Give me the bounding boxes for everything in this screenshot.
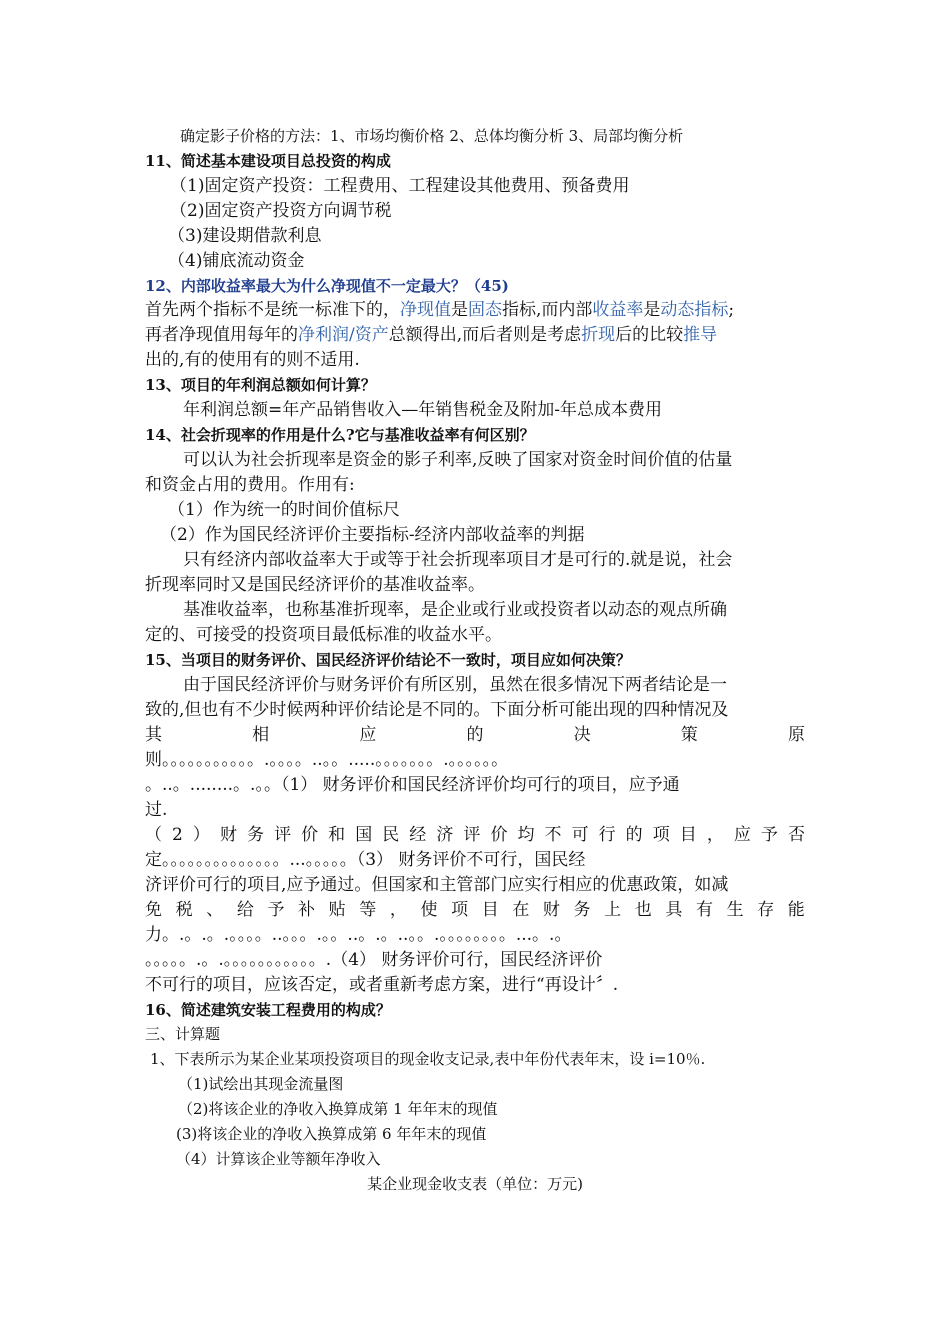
justified-char: 国 — [355, 825, 373, 845]
answer-15-line-5: 。..。........。.。。（1） 财务评价和国民经济评价均可行的项目，应予通 — [145, 775, 680, 795]
justified-char: 价 — [301, 825, 319, 845]
section-3-heading: 三、计算题 — [145, 1025, 221, 1043]
answer-15-line-1: 由于国民经济评价与财务评价有所区别，虽然在很多情况下两者结论是一 — [183, 675, 727, 695]
shadow-price-methods: 确定影子价格的方法：1、市场均衡价格 2、总体均衡分析 3、局部均衡分析 — [180, 127, 684, 145]
justified-char: 评 — [274, 825, 292, 845]
justified-char: 的 — [466, 725, 484, 745]
justified-char: 等 — [359, 900, 377, 920]
text: 指标,而内部 — [502, 300, 593, 320]
justified-char: 财 — [219, 825, 237, 845]
justified-char: 税 — [175, 900, 193, 920]
justified-char: 应 — [733, 825, 751, 845]
justified-char: 2 — [172, 825, 183, 845]
justified-char: 补 — [298, 900, 316, 920]
text: 是 — [643, 300, 661, 320]
answer-12-line-1 — [145, 299, 734, 321]
answer-12-line-2 — [145, 324, 717, 346]
justified-char: 目 — [481, 900, 499, 920]
justified-char: 贴 — [328, 900, 346, 920]
justified-char: ） — [192, 825, 210, 845]
justified-char: 和 — [328, 825, 346, 845]
answer-14-line-2: 和资金占用的费用。作用有: — [145, 475, 355, 495]
calc-question-1: 1、下表所示为某企业某项投资项目的现金收支记录,表中年份代表年末，设 i=10％. — [150, 1050, 706, 1068]
text: 后的比较 — [615, 325, 684, 345]
justified-char: 存 — [757, 900, 775, 920]
keyword-link[interactable]: 动态指标 — [660, 300, 729, 320]
answer-14-line-1: 可以认为社会折现率是资金的影子利率,反映了国家对资金时间价值的估量 — [183, 450, 733, 470]
text: ; — [728, 300, 735, 320]
justified-char: （ — [145, 825, 162, 845]
answer-15-line-9: 济评价可行的项目,应予通过。但国家和主管部门应实行相应的优惠政策，如减 — [145, 875, 729, 895]
question-12: 12、内部收益率最大为什么净现值不一定最大？（45) — [145, 277, 509, 295]
justified-char: 目 — [679, 825, 697, 845]
justified-char: 其 — [145, 725, 162, 745]
table-caption: 某企业现金收支表（单位：万元) — [367, 1175, 583, 1193]
justified-char: 不 — [544, 825, 562, 845]
justified-char: 、 — [206, 900, 224, 920]
keyword-link[interactable]: 推导 — [683, 325, 718, 345]
justified-char: 济 — [436, 825, 454, 845]
justified-char: 相 — [252, 725, 270, 745]
justified-char: 民 — [382, 825, 400, 845]
justified-char: 策 — [680, 725, 698, 745]
keyword-link[interactable]: 固态 — [468, 300, 502, 320]
justified-char: 免 — [145, 900, 162, 920]
text: / — [349, 325, 355, 345]
keyword-link[interactable]: 净利润 — [298, 325, 349, 345]
answer-14-line-8: 定的、可接受的投资项目最低标准的收益水平。 — [145, 625, 502, 645]
answer-15-line-7 — [145, 824, 805, 846]
justified-char: 决 — [573, 725, 591, 745]
question-16: 16、简述建筑安装工程费用的构成？ — [145, 1001, 391, 1019]
justified-char: 原 — [787, 725, 805, 745]
justified-char: 财 — [542, 900, 560, 920]
answer-14-line-3: （1）作为统一的时间价值标尺 — [168, 500, 400, 520]
calc-question-1-part-1: （1)试绘出其现金流量图 — [178, 1075, 344, 1093]
keyword-link[interactable]: 收益率 — [592, 300, 644, 320]
text: 是 — [451, 300, 468, 320]
answer-15-line-3 — [145, 724, 805, 746]
keyword-link[interactable]: 净现值 — [400, 300, 451, 320]
answer-14-line-6: 折现率同时又是国民经济评价的基准收益率。 — [145, 575, 485, 595]
question-13: 13、项目的年利润总额如何计算？ — [145, 376, 376, 394]
text: 首先两个指标不是统一标准下的， — [145, 300, 400, 320]
answer-12-line-3: 出的,有的使用有的则不适用. — [145, 350, 360, 370]
answer-15-line-12: 。。。。。.。.。。。。。。。。。。。.（4） 财务评价可行，国民经济评价 — [145, 950, 603, 970]
answer-15-line-6: 过. — [145, 800, 168, 820]
justified-char: 使 — [420, 900, 438, 920]
answer-15-line-11: 力。.。.。.。。。。..。。。.。。..。.。..。。.。。。。。。。。...。.。 — [145, 925, 572, 945]
calc-question-1-part-2: （2)将该企业的净收入换算成第 1 年年末的现值 — [178, 1100, 498, 1118]
question-14: 14、社会折现率的作用是什么?它与基准收益率有何区别？ — [145, 426, 535, 444]
justified-char: 具 — [665, 900, 683, 920]
justified-char: 应 — [359, 725, 377, 745]
justified-char: 评 — [463, 825, 481, 845]
justified-char: 项 — [451, 900, 469, 920]
text: 总额得出,而后者则是考虑 — [388, 325, 582, 345]
answer-14-line-5: 只有经济内部收益率大于或等于社会折现率项目才是可行的.就是说，社会 — [183, 550, 733, 570]
justified-char: 上 — [604, 900, 622, 920]
justified-char: 有 — [695, 900, 713, 920]
answer-11-item-1: （1)固定资产投资：工程费用、工程建设其他费用、预备费用 — [170, 176, 630, 196]
justified-char: ， — [389, 900, 407, 920]
answer-11-item-2: （2)固定资产投资方向调节税 — [170, 201, 392, 221]
keyword-link[interactable]: 资产 — [354, 325, 389, 345]
justified-char: 价 — [490, 825, 508, 845]
justified-char: ， — [706, 825, 724, 845]
justified-char: 予 — [760, 825, 778, 845]
justified-char: 务 — [573, 900, 591, 920]
justified-char: 经 — [409, 825, 427, 845]
justified-char: 否 — [787, 825, 805, 845]
justified-char: 务 — [247, 825, 265, 845]
answer-15-line-10 — [145, 899, 805, 921]
answer-14-line-7: 基准收益率，也称基准折现率，是企业或行业或投资者以动态的观点所确 — [183, 600, 727, 620]
answer-11-item-4: （4)铺底流动资金 — [168, 251, 305, 271]
justified-char: 给 — [236, 900, 254, 920]
text: 再者净现值用每年的 — [145, 325, 298, 345]
answer-14-line-4: （2）作为国民经济评价主要指标-经济内部收益率的判据 — [160, 525, 585, 545]
question-15: 15、当项目的财务评价、国民经济评价结论不一致时，项目应如何决策？ — [145, 651, 631, 669]
justified-char: 予 — [267, 900, 285, 920]
question-11: 11、简述基本建设项目总投资的构成 — [145, 152, 391, 170]
justified-char: 能 — [787, 900, 805, 920]
answer-15-line-2: 致的,但也有不少时候两种评价结论是不同的。下面分析可能出现的四种情况及 — [145, 700, 729, 720]
justified-char: 均 — [517, 825, 535, 845]
justified-char: 生 — [726, 900, 744, 920]
justified-char: 项 — [652, 825, 670, 845]
calc-question-1-part-4: （4）计算该企业等额年净收入 — [176, 1150, 381, 1168]
justified-char: 行 — [598, 825, 616, 845]
keyword-link[interactable]: 折现 — [581, 325, 616, 345]
answer-15-line-13: 不可行的项目，应该否定，或者重新考虑方案，进行“再设计〞. — [145, 975, 619, 995]
answer-11-item-3: （3)建设期借款利息 — [168, 226, 322, 246]
answer-15-line-4: 则。。。。。。。。。。。.。。。。..。。.....。。。。。。。.。。。。。。 — [145, 750, 509, 770]
justified-char: 在 — [512, 900, 530, 920]
justified-char: 的 — [625, 825, 643, 845]
justified-char: 也 — [634, 900, 652, 920]
calc-question-1-part-3: (3)将该企业的净收入换算成第 6 年年末的现值 — [176, 1125, 487, 1143]
justified-char: 可 — [571, 825, 589, 845]
answer-15-line-8: 定。。。。。。。。。。。。。。...。。。。。（3） 财务评价不可行，国民经 — [145, 850, 586, 870]
answer-13: 年利润总额=年产品销售收入—年销售税金及附加-年总成本费用 — [183, 400, 662, 420]
